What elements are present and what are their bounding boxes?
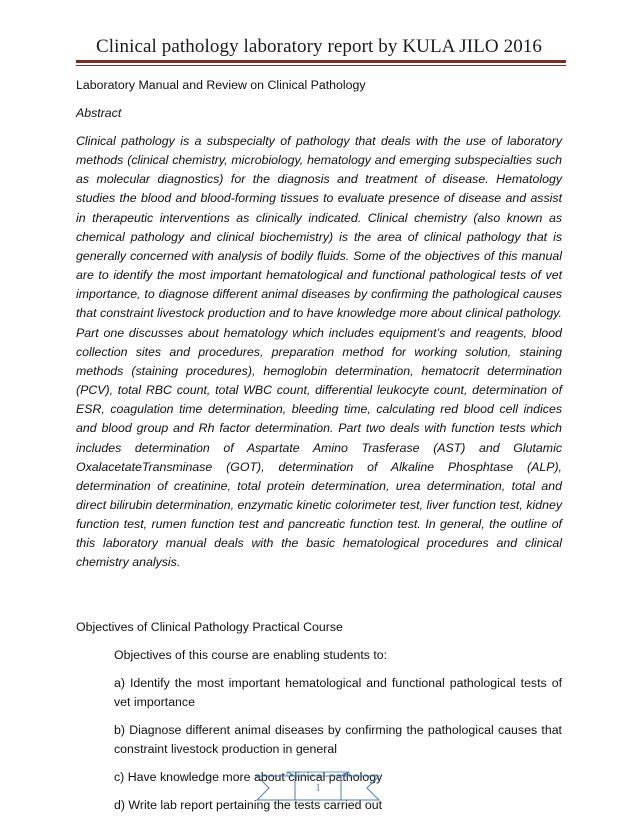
header-rule-thin [76, 65, 566, 66]
page-header-title: Clinical pathology laboratory report by KULA JILO 2016 [95, 36, 542, 57]
objectives-intro: Objectives of this course are enabling students to: [114, 647, 388, 662]
abstract-heading: Abstract [76, 106, 122, 120]
header-rule-thick [76, 60, 566, 63]
objective-item: c) Have knowledge more about clinical pathology [114, 769, 383, 784]
objective-item: d) Write lab report pertaining the tests carried out [114, 797, 383, 812]
intro-line: Laboratory Manual and Review on Clinical Pathology [76, 78, 366, 92]
objective-item: a) Identify the most important hematological and functional pathological tests of vet importance [114, 675, 562, 709]
document-body [76, 76, 562, 824]
abstract-text: Clinical pathology is a subspecialty of pathology that deals with the use of laboratory methods (clinical chemistry, microbiology, hematology and emerging subspecialties such as molecular diagnostics) for the diagnosis and treatment of disease. Hematology studies the blood and blood-forming tissues to evaluate presence of disease and assist in therapeutic interventions as clinically indicated. Clinical chemistry (also known as chemical pathology and clinical biochemistry) is the area of clinical pathology that is generally concerned with analysis of bodily fluids. Some of the objectives of this manual are to identify the most important hematological and functional pathological tests of vet importance, to diagnose different animal diseases by confirming the pathological causes that constraint livestock production and to have knowledge more about clinical pathology. Part one discusses about hematology which includes equipment’s and reagents, blood collection sites and procedures, preparation method for working solution, staining methods (staining procedures), hemoglobin determination, hematocrit determination (PCV), total RBC count, total WBC count, differential leukocyte count, determination of ESR, coagulation time determination, bleeding time, calculating red blood cell indices and blood group and Rh factor determination. Part two deals with function tests which includes determination of Aspartate Amino Trasferase (AST) and Glutamic OxalacetateTransminase (GOT), determination of Alkaline Phosphtase (ALP), determination of creatinine, total protein determination, urea determination, total and direct bilirubin determination, enzymatic kinetic colorimeter test, liver function test, kidney function test, rumen function test and pancreatic function test. In general, the outline of this laboratory manual deals with the basic hematological procedures and clinical chemistry analysis. [76, 134, 562, 570]
page-number: 1 [315, 782, 321, 794]
objective-item: b) Diagnose different animal diseases by confirming the pathological causes that constraint livestock production in general [114, 722, 562, 756]
objectives-heading: Objectives of Clinical Pathology Practical Course [76, 619, 343, 634]
